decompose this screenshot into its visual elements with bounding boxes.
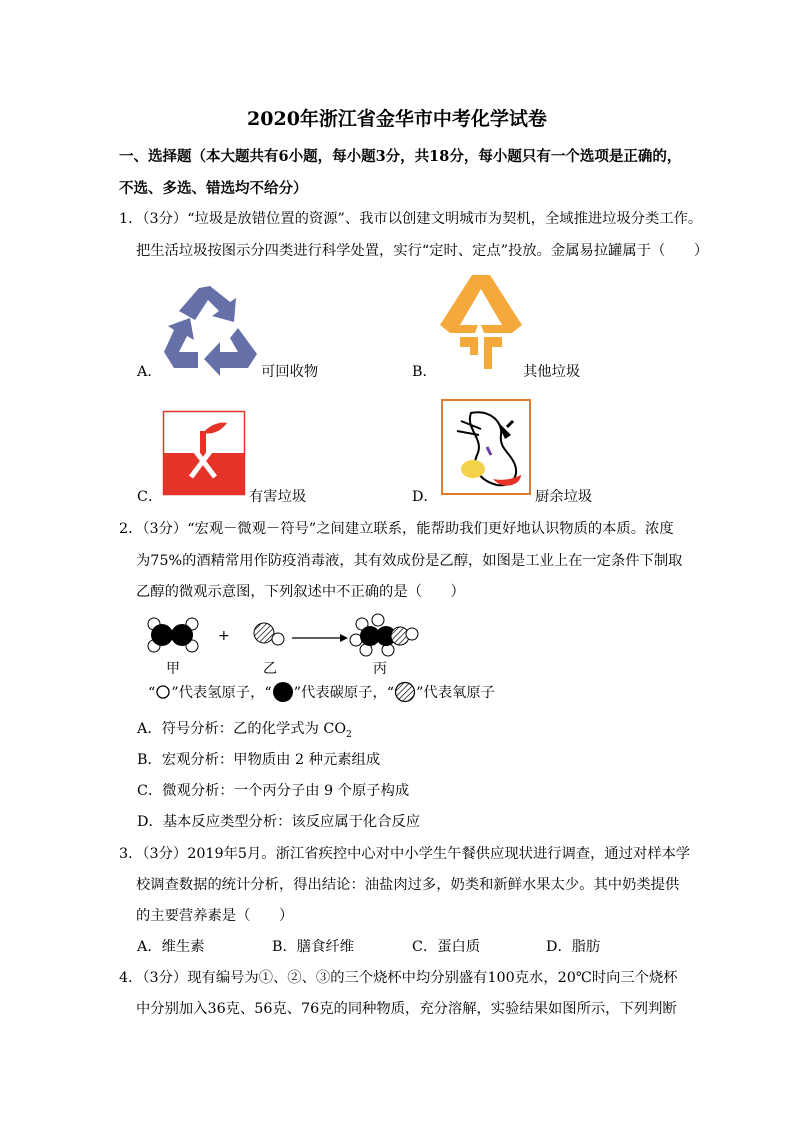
legend-line — [148, 681, 495, 703]
q2-text-line2: 为75%的酒精常用作防疫消毒液，其有效成份是乙醇，如图是工业上在一定条件下制取 — [136, 553, 683, 569]
q1-option-c-label: 有害垃圾 — [249, 489, 307, 505]
legend-hydrogen-text: ”代表氢原子，“ — [171, 685, 272, 701]
q2-option-a — [137, 718, 352, 740]
q4-text-line1: 4．（3分）现有编号为①、②、③的三个烧杯中均分别盛有100克水，20℃时向三个烧杯 — [119, 970, 678, 986]
legend-oxygen-text: ”代表氧原子 — [416, 685, 495, 701]
q3-option-a: A．维生素 — [137, 939, 205, 955]
q1-option-b-label: 其他垃圾 — [523, 364, 581, 380]
legend-quote-open-1: “ — [148, 685, 156, 701]
q1-option-c-letter: C． — [137, 489, 163, 505]
hydrogen-atom-icon — [155, 684, 171, 700]
q3-option-b: B．膳食纤维 — [272, 939, 354, 955]
label-yi: 乙 — [263, 661, 277, 677]
q3-option-d: D．脂肪 — [546, 939, 601, 955]
legend-carbon-text: ”代表碳原子，“ — [293, 685, 395, 701]
q2-option-b: B．宏观分析：甲物质由 2 种元素组成 — [137, 752, 381, 768]
section-heading-line2: 不选、多选、错选均不给分） — [119, 180, 308, 197]
reaction-arrow — [292, 634, 348, 642]
q1-text-line2: 把生活垃圾按图示分四类进行科学处置，实行“定时、定点”投放。金属易拉罐属于（ ） — [136, 243, 709, 259]
q3-text-line1: 3．（3分）2019年5月。浙江省疾控中心对中小学生午餐供应现状进行调查，通过对样本学 — [119, 846, 691, 862]
q3-text-line2: 校调查数据的统计分析，得出结论：油盐肉过多，奶类和新鲜水果太少。其中奶类提供 — [136, 877, 680, 893]
plus-sign: + — [218, 628, 230, 644]
other-waste-icon — [440, 275, 522, 371]
label-jia: 甲 — [166, 661, 180, 677]
molecule-yi — [254, 623, 284, 645]
oxygen-atom-icon — [394, 681, 416, 703]
carbon-atom-icon — [272, 681, 294, 703]
q2-option-c: C．微观分析：一个丙分子由 9 个原子构成 — [137, 783, 410, 799]
q1-option-d-letter: D． — [412, 489, 438, 505]
label-bing: 丙 — [373, 661, 387, 677]
section-heading-line1: 一、选择题（本大题共有6小题，每小题3分，共18分，每小题只有一个选项是正确的， — [119, 148, 682, 165]
q1-option-a-letter: A． — [137, 364, 162, 380]
q2-option-d: D．基本反应类型分析：该反应属于化合反应 — [137, 814, 421, 830]
reaction-diagram — [140, 614, 420, 664]
page-title: 2020年浙江省金华市中考化学试卷 — [247, 108, 547, 130]
q2-text-line3: 乙醇的微观示意图，下列叙述中不正确的是（ ） — [136, 584, 465, 600]
q1-text-line1: 1．（3分）“垃圾是放错位置的资源”、我市以创建文明城市为契机，全域推进垃圾分类工作。 — [119, 211, 703, 227]
recycle-icon — [162, 284, 258, 370]
q4-text-line2: 中分别加入36克、56克、76克的同种物质，充分溶解，实验结果如图所示，下列判断 — [136, 1001, 677, 1017]
q1-option-d-label: 厨余垃圾 — [535, 489, 593, 505]
q2-option-a-text: A．符号分析：乙的化学式为 CO — [137, 721, 347, 737]
hazardous-waste-icon — [163, 411, 245, 495]
q1-option-a-label: 可回收物 — [261, 364, 319, 380]
molecule-bing — [350, 614, 418, 656]
q2-option-a-subscript: 2 — [346, 729, 352, 740]
q3-option-c: C．蛋白质 — [412, 939, 481, 955]
molecule-jia — [148, 618, 198, 652]
q1-option-b-letter: B． — [412, 364, 437, 380]
kitchen-waste-icon — [441, 399, 531, 495]
q2-text-line1: 2．（3分）“宏观－微观－符号”之间建立联系，能帮助我们更好地认识物质的本质。浓度 — [119, 521, 674, 537]
q3-text-line3: 的主要营养素是（ ） — [136, 908, 294, 924]
